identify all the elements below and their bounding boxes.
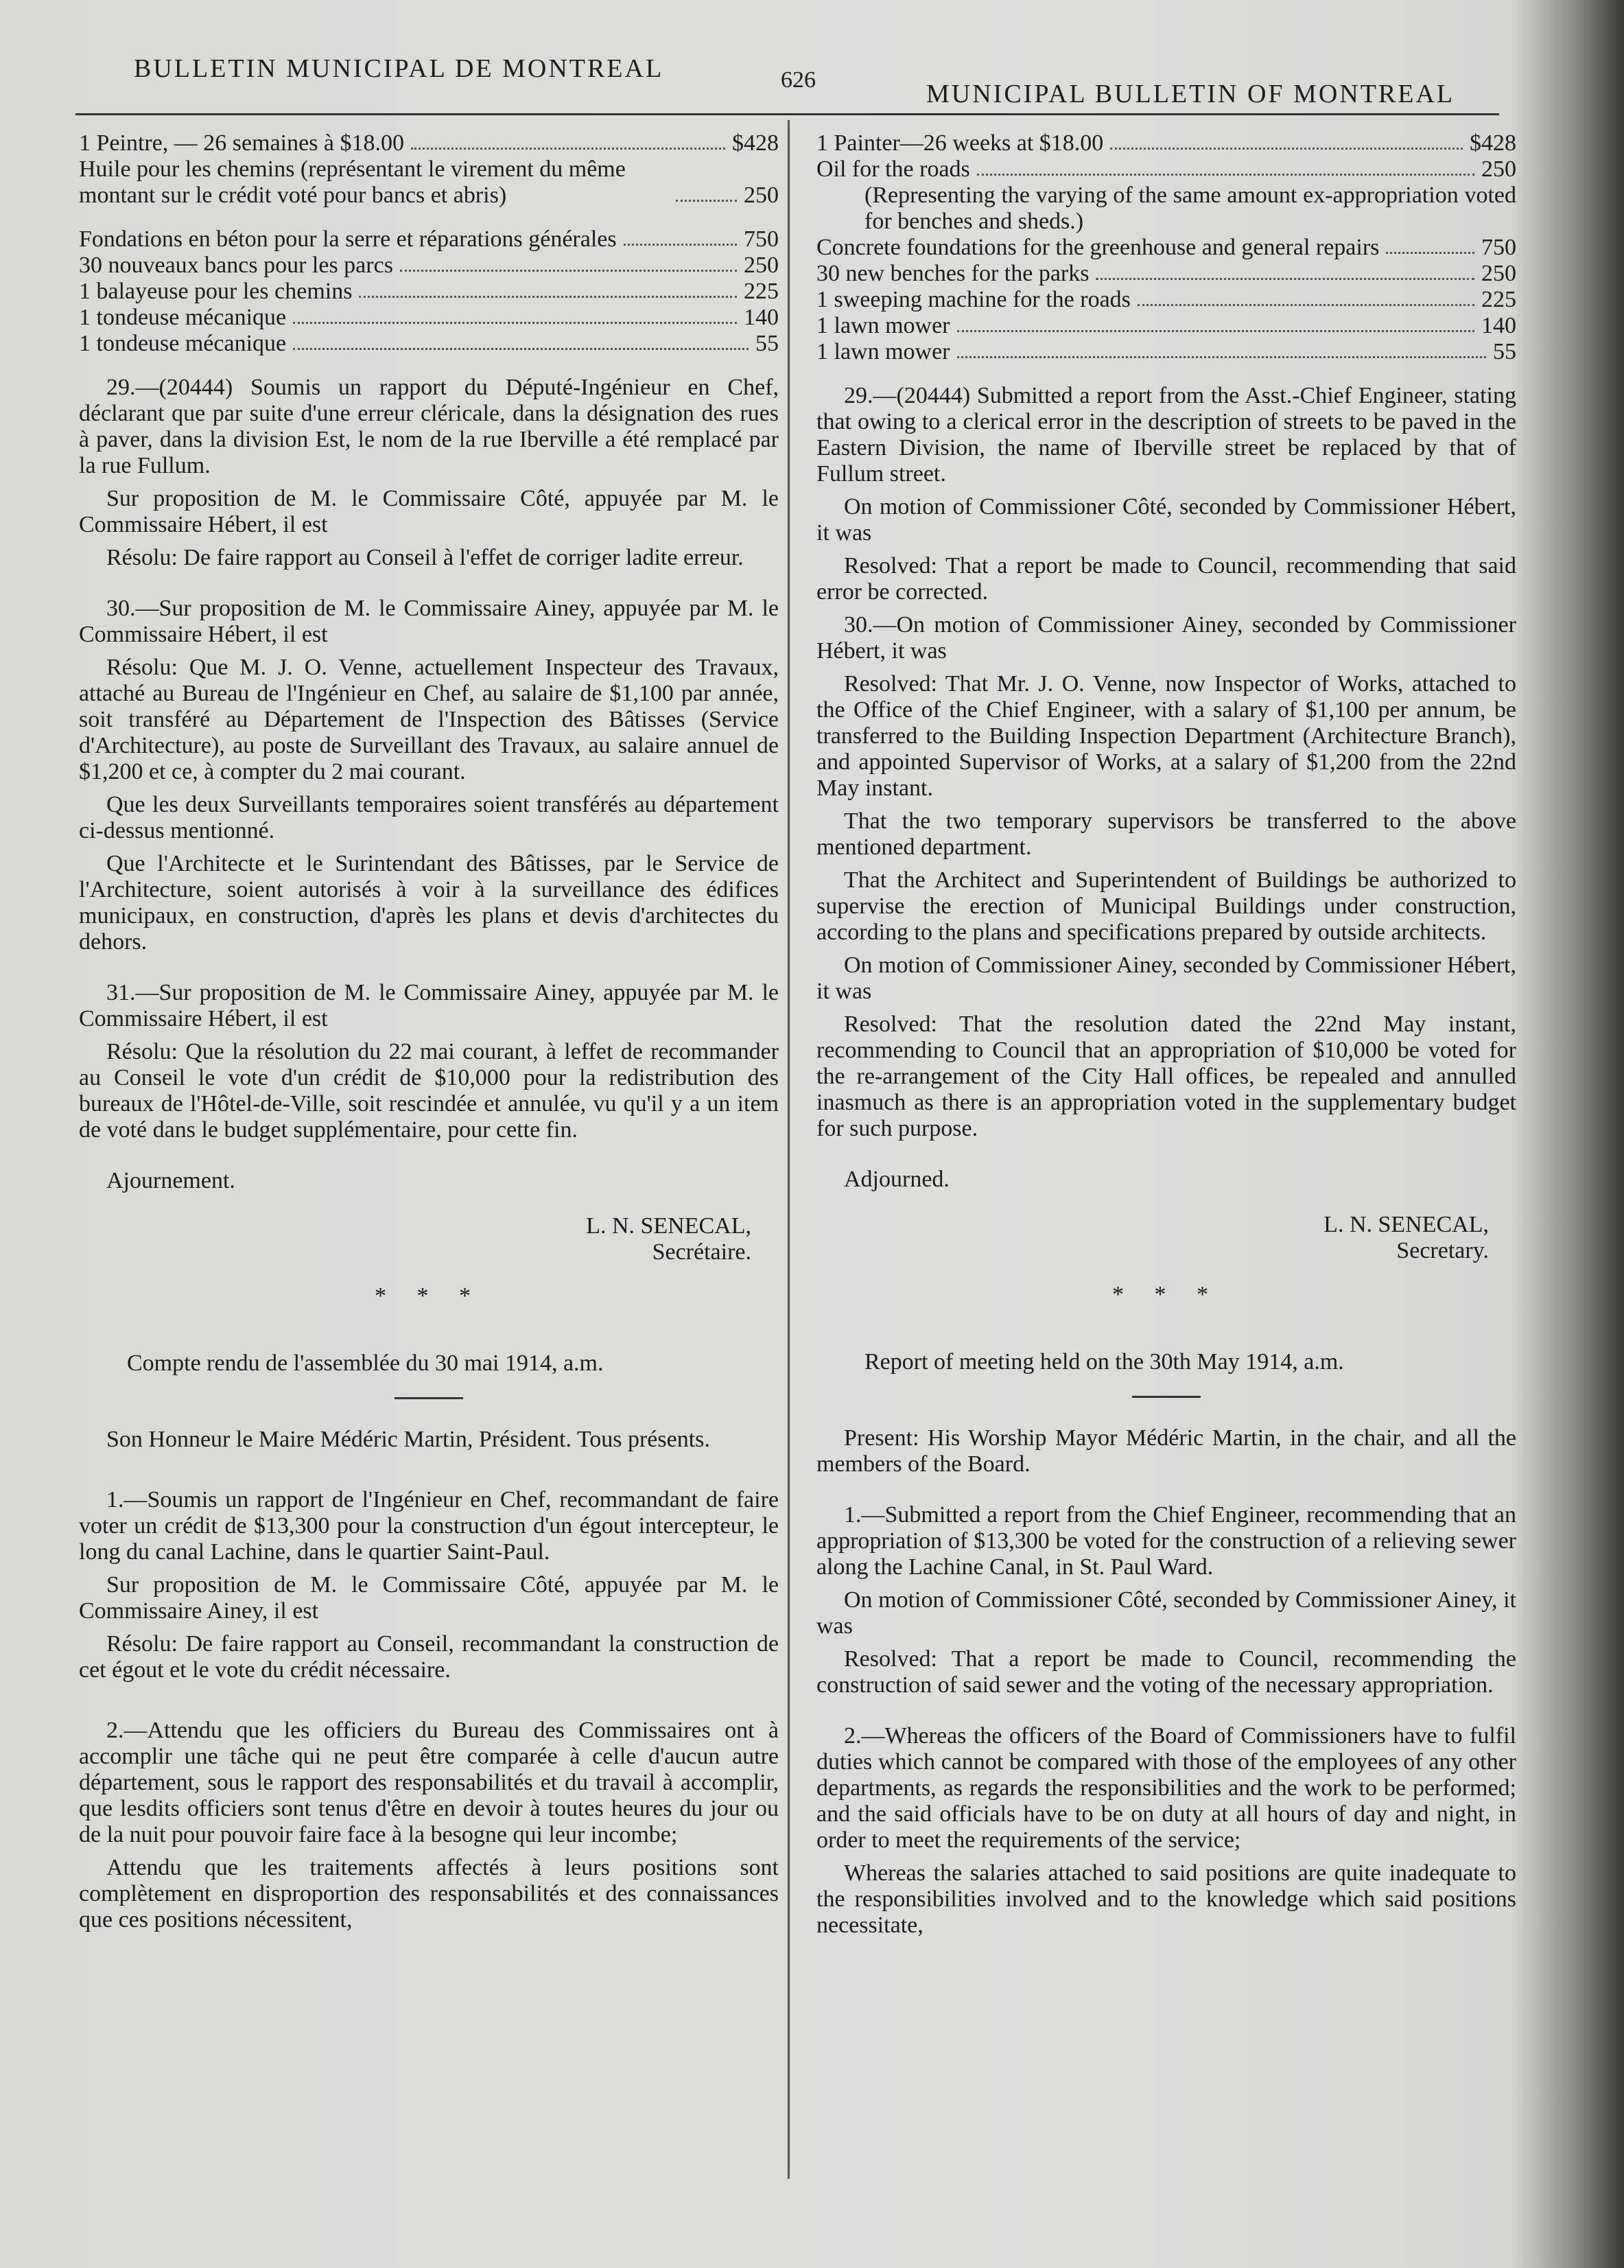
- expense-item: 1 Peintre, — 26 semaines à $18.00 $428: [79, 130, 779, 156]
- paragraph-30-c: Que l'Architecte et le Surintendant des Bâtisses, par le Service de l'Architecture, soient autorisés à voir à la surveillance des édifices municipaux, en construction, d'après les plans et devis d'architectes du dehors.: [79, 851, 779, 955]
- attendance: Present: His Worship Mayor Médéric Martin, in the chair, and all the members of the Board.: [816, 1425, 1516, 1477]
- paragraph-31: 31.—Sur proposition de M. le Commissaire Ainey, appuyée par M. le Commissaire Hébert, il est: [79, 980, 779, 1031]
- paragraph-30: 30.—On motion of Commissioner Ainey, seconded by Commissioner Hébert, it was: [816, 612, 1516, 664]
- paragraph-2-b: Whereas the salaries attached to said positions are quite inadequate to the responsibilities involved and to the knowledge which said positions necessitate,: [816, 1860, 1516, 1938]
- expense-item: Concrete foundations for the greenhouse and general repairs 750: [816, 235, 1516, 260]
- expense-item: 1 Painter—26 weeks at $18.00 $428: [816, 130, 1516, 156]
- attendance: Son Honneur le Maire Médéric Martin, Président. Tous présents.: [106, 1427, 710, 1452]
- paragraph-30-resolved: Resolved: That Mr. J. O. Venne, now Inspector of Works, attached to the Office of the Chief Engineer, with a salary of $1,100 per annum, be transferred to the Building Inspection Department (Architecture Branch), and appointed Supervisor of Works, at a salary of $1,200 from the 22nd May instant.: [816, 671, 1516, 801]
- paragraph-2: 2.—Whereas the officers of the Board of Commissioners have to fulfil duties which cannot be compared with those of the employees of any other departments, as regards the responsibilities and the work to be performed; and the said officials have to be on duty at all hours of day and night, in order to meet the requirements of the service;: [816, 1723, 1516, 1853]
- paragraph-1-motion: On motion of Commissioner Côté, seconded by Commissioner Ainey, it was: [816, 1587, 1516, 1639]
- paragraph-29: 29.—(20444) Soumis un rapport du Député-Ingénieur en Chef, déclarant que par suite d'une erreur cléricale, dans la désignation des rues à paver, dans la division Est, le nom de la rue Iberville a été remplacé par la rue Fullum.: [79, 375, 779, 478]
- paragraph-1: 1.—Submitted a report from the Chief Engineer, recommending that an appropriation of $13,300 be voted for the construction of a relieving sewer along the Lachine Canal, in St. Paul Ward.: [816, 1502, 1516, 1580]
- paragraph-30-c: That the Architect and Superintendent of Buildings be authorized to supervise the erection of Municipal Buildings under construction, according to the plans and specifications prepared by outside architects.: [816, 867, 1516, 945]
- paragraph-31-motion: On motion of Commissioner Ainey, seconded by Commissioner Hébert, it was: [816, 952, 1516, 1004]
- expense-item: Huile pour les chemins (représentant le virement du même montant sur le crédit voté pour bancs et abris) 250: [79, 156, 779, 208]
- running-head-french: BULLETIN MUNICIPAL DE MONTREAL: [134, 54, 664, 83]
- paragraph-29-resolved: Resolved: That a report be made to Council, recommending that said error be corrected.: [816, 553, 1516, 605]
- section-stars: * * *: [1112, 1282, 1221, 1307]
- expense-item: 1 balayeuse pour les chemins 225: [79, 279, 779, 304]
- adjournment: Ajournement.: [106, 1168, 235, 1193]
- page-number: 626: [781, 67, 816, 93]
- paragraph-29: 29.—(20444) Submitted a report from the Asst.-Chief Engineer, stating that owing to a clerical error in the description of streets to be paved in the Eastern Division, the name of Iberville street be replaced by that of Fullum street.: [816, 383, 1516, 487]
- paragraph-1-resolved: Resolved: That a report be made to Council, recommending the construction of said sewer and the voting of the necessary appropriation.: [816, 1646, 1516, 1698]
- short-rule: [395, 1397, 463, 1399]
- expense-item: Fondations en béton pour la serre et réparations générales 750: [79, 226, 779, 252]
- expense-item: 1 sweeping machine for the roads 225: [816, 287, 1516, 312]
- report-title: Compte rendu de l'assemblée du 30 mai 1914, a.m.: [127, 1351, 604, 1376]
- report-title: Report of meeting held on the 30th May 1914, a.m.: [864, 1349, 1344, 1375]
- expense-item: 1 lawn mower 55: [816, 339, 1516, 364]
- section-stars: * * *: [375, 1283, 483, 1309]
- paragraph-30-b: That the two temporary supervisors be transferred to the above mentioned department.: [816, 808, 1516, 860]
- paragraph-1-resolved: Résolu: De faire rapport au Conseil, recommandant la construction de cet égout et le vote du crédit nécessaire.: [79, 1631, 779, 1683]
- paragraph-29-resolved: Résolu: De faire rapport au Conseil à l'effet de corriger ladite erreur.: [106, 545, 744, 570]
- paragraph-2-b: Attendu que les traitements affectés à leurs positions sont complètement en disproportion des responsabilités et des connaissances que ces positions nécessitent,: [79, 1855, 779, 1932]
- paragraph-2: 2.—Attendu que les officiers du Bureau des Commissaires ont à accomplir une tâche qui ne peut être comparée à celle d'aucun autre département, sous le rapport des responsabilités et du travail à accomplir, que lesdits officiers sont tenus d'être en devoir à toutes heures du jour ou de la nuit pour pouvoir faire face à la besogne qui leur incombe;: [79, 1718, 779, 1847]
- paragraph-30-b: Que les deux Surveillants temporaires soient transférés au département ci-dessus mentionné.: [79, 792, 779, 843]
- paragraph-31-resolved: Résolu: Que la résolution du 22 mai courant, à leffet de recommander au Conseil le vote d'un crédit de $10,000 pour la redistribution des bureaux de l'Hôtel-de-Ville, soit rescindée et annulée, vu qu'il y a un item de voté dans le budget supplémentaire, pour cette fin.: [79, 1039, 779, 1143]
- signature-name: L. N. SENECAL,: [586, 1213, 751, 1239]
- french-column: [79, 130, 779, 1940]
- short-rule: [1132, 1396, 1201, 1398]
- adjournment: Adjourned.: [844, 1167, 950, 1192]
- paragraph-29-motion: Sur proposition de M. le Commissaire Côté, appuyée par M. le Commissaire Hébert, il est: [79, 486, 779, 537]
- expense-item: 30 new benches for the parks 250: [816, 261, 1516, 286]
- expense-item: 1 lawn mower 140: [816, 313, 1516, 338]
- header-rule: [75, 113, 1499, 115]
- expense-note: (Representing the varying of the same amount ex-appropriation voted for benches and sheds.): [864, 183, 1516, 234]
- paragraph-1-motion: Sur proposition de M. le Commissaire Côté, appuyée par M. le Commissaire Ainey, il est: [79, 1572, 779, 1624]
- expense-item: 30 nouveaux bancs pour les parcs 250: [79, 253, 779, 278]
- paragraph-29-motion: On motion of Commissioner Côté, seconded by Commissioner Hébert, it was: [816, 494, 1516, 546]
- expense-item: 1 tondeuse mécanique 55: [79, 331, 779, 356]
- signature-name: L. N. SENECAL,: [1323, 1212, 1489, 1237]
- paragraph-30-resolved: Résolu: Que M. J. O. Venne, actuellement Inspecteur des Travaux, attaché au Bureau de l'Ingénieur en Chef, au salaire de $1,100 par année, soit transféré au Département de l'Inspection des Bâtisses (Service d'Architecture), au poste de Surveillant des Travaux, au salaire annuel de $1,200 et ce, à compter du 2 mai courant.: [79, 655, 779, 784]
- paragraph-30: 30.—Sur proposition de M. le Commissaire Ainey, appuyée par M. le Commissaire Hébert, il est: [79, 596, 779, 647]
- expense-item: Oil for the roads 250: [816, 156, 1516, 182]
- expense-item: 1 tondeuse mécanique 140: [79, 305, 779, 330]
- signature-title: Secrétaire.: [652, 1239, 751, 1265]
- paragraph-31-resolved: Resolved: That the resolution dated the 22nd May instant, recommending to Council that an appropriation of $10,000 be voted for the re-arrangement of the City Hall offices, be repealed and annulled inasmuch as there is an appropriation voted in the supplementary budget for such purpose.: [816, 1012, 1516, 1141]
- column-divider: [788, 120, 790, 2179]
- english-column: [816, 130, 1516, 1945]
- running-head-english: MUNICIPAL BULLETIN OF MONTREAL: [926, 80, 1455, 108]
- signature-title: Secretary.: [1396, 1238, 1489, 1263]
- paragraph-1: 1.—Soumis un rapport de l'Ingénieur en Chef, recommandant de faire voter un crédit de $13,300 pour la construction d'un égout intercepteur, le long du canal Lachine, dans le quartier Saint-Paul.: [79, 1487, 779, 1565]
